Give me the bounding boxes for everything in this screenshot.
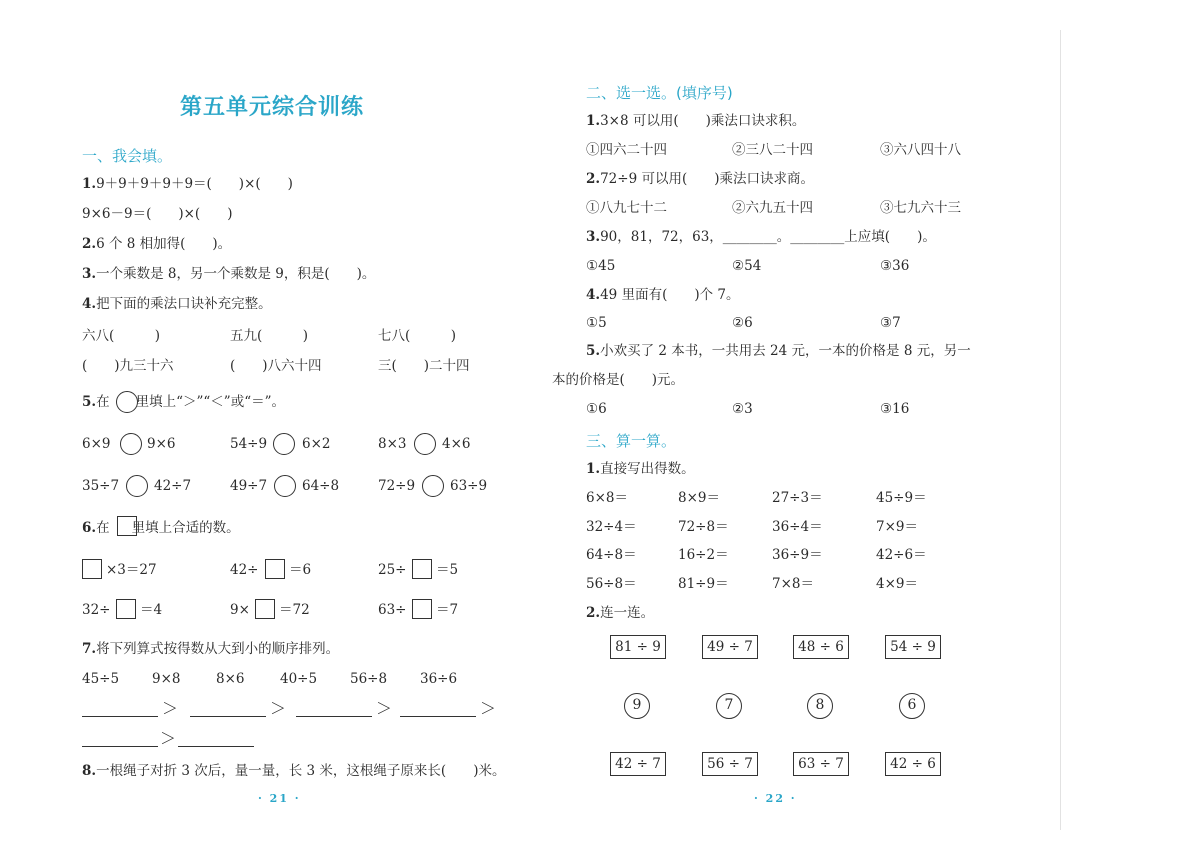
match-top-box[interactable]: 54 ÷ 9 [885,635,941,659]
calc-item: 56÷8＝ [586,576,637,592]
option: ③7 [880,315,901,331]
calc-question-2: 2.连一连。 [586,605,655,621]
choice-question-4: 4.49 里面有( )个 7。 [586,287,740,303]
q7-expr: 36÷6 [420,671,458,687]
choice-question-5-cont: 本的价格是( )元。 [552,372,685,388]
calc-item: 4×9＝ [876,576,918,592]
compare-right: 64÷8 [302,478,340,494]
question-8: 8.一根绳子对折 3 次后，量一量，长 3 米，这根绳子原来长( )米。 [82,763,506,779]
choice-question-3: 3.90，81，72，63，________。________上应填( )。 [586,229,936,245]
page-number: · 22 · [754,792,797,805]
calc-item: 72÷8＝ [678,519,729,535]
equation-left: 25÷ [378,562,407,578]
fill-box[interactable] [265,559,285,579]
match-top-box[interactable]: 81 ÷ 9 [610,635,666,659]
match-bottom-box[interactable]: 42 ÷ 6 [885,752,941,776]
question-1: 1.9＋9＋9＋9＋9＝( )×( ) [82,176,293,192]
q4-item: 三( )二十四 [378,358,470,374]
question-6: 6.在 里填上合适的数。 [82,520,240,536]
option: ②六九五十四 [732,200,813,216]
option: ③16 [880,401,910,417]
answer-blank[interactable] [82,746,158,747]
equation-left: 9× [230,602,250,618]
equation-right: ×3＝27 [106,562,157,578]
match-circle[interactable]: 9 [624,693,650,719]
match-top-box[interactable]: 48 ÷ 6 [793,635,849,659]
option: ①5 [586,315,607,331]
equation-left: 32÷ [82,602,111,618]
fill-box[interactable] [255,599,275,619]
greater-sign: ＞ [160,729,177,748]
match-bottom-box[interactable]: 56 ÷ 7 [702,752,758,776]
answer-blank[interactable] [296,716,372,717]
q4-item: 七八( ) [378,328,457,344]
section-3-heading: 三、算一算。 [586,432,677,450]
q7-expr: 56÷8 [350,671,388,687]
equation-right: ＝72 [279,602,310,618]
compare-right: 4×6 [442,436,471,452]
compare-left: 72÷9 [378,478,416,494]
calc-question-1: 1.直接写出得数。 [586,461,695,477]
option: ③36 [880,258,910,274]
q7-expr: 9×8 [152,671,181,687]
compare-circle[interactable] [126,475,148,497]
question-2: 2.6 个 8 相加得( )。 [82,236,232,252]
calc-item: 64÷8＝ [586,547,637,563]
question-4: 4.把下面的乘法口诀补充完整。 [82,296,272,312]
left-page [0,0,560,848]
equation-right: ＝6 [289,562,312,578]
match-top-box[interactable]: 49 ÷ 7 [702,635,758,659]
compare-right: 63÷9 [450,478,488,494]
calc-item: 16÷2＝ [678,547,729,563]
compare-circle[interactable] [274,475,296,497]
page-number: · 21 · [258,792,301,805]
match-circle[interactable]: 7 [716,693,742,719]
calc-item: 81÷9＝ [678,576,729,592]
fill-box[interactable] [116,599,136,619]
q4-item: 六八( ) [82,328,161,344]
compare-circle[interactable] [422,475,444,497]
q4-item: ( )九三十六 [82,358,174,374]
option: ①45 [586,258,616,274]
calc-item: 7×9＝ [876,519,918,535]
equation-right: ＝5 [436,562,459,578]
q7-expr: 8×6 [216,671,245,687]
calc-item: 42÷6＝ [876,547,927,563]
choice-question-2: 2.72÷9 可以用( )乘法口诀求商。 [586,171,814,187]
compare-left: 54÷9 [230,436,268,452]
equation-right: ＝4 [140,602,163,618]
question-5: 5.在 里填上“＞”“＜”或“＝”。 [82,394,286,410]
section-2-heading: 二、选一选。(填序号) [586,84,733,102]
option: ①八九七十二 [586,200,667,216]
calc-item: 36÷4＝ [772,519,823,535]
compare-left: 6×9 [82,436,111,452]
match-bottom-box[interactable]: 42 ÷ 7 [610,752,666,776]
compare-right: 6×2 [302,436,331,452]
answer-blank[interactable] [400,716,476,717]
fill-box[interactable] [82,559,102,579]
q7-expr: 40÷5 [280,671,318,687]
option: ①6 [586,401,607,417]
fill-box[interactable] [412,559,432,579]
q4-item: ( )八六十四 [230,358,322,374]
compare-circle[interactable] [120,433,142,455]
question-1b: 9×6－9＝( )×( ) [82,206,233,222]
section-1-heading: 一、我会填。 [82,147,173,165]
choice-question-5: 5.小欢买了 2 本书，一共用去 24 元，一本的价格是 8 元，另一 [586,343,971,359]
answer-blank[interactable] [178,746,254,747]
greater-sign: ＞ [480,699,497,718]
option: ②3 [732,401,753,417]
fill-box [117,516,137,536]
calc-item: 8×9＝ [678,490,720,506]
option: ②6 [732,315,753,331]
calc-item: 27÷3＝ [772,490,823,506]
equation-left: 42÷ [230,562,259,578]
calc-item: 32÷4＝ [586,519,637,535]
page-edge-divider [1060,30,1061,830]
compare-left: 49÷7 [230,478,268,494]
compare-circle [116,391,138,413]
greater-sign: ＞ [270,699,287,718]
calc-item: 45÷9＝ [876,490,927,506]
calc-item: 7×8＝ [772,576,814,592]
equation-left: 63÷ [378,602,407,618]
calc-item: 36÷9＝ [772,547,823,563]
right-page [552,0,1060,848]
fill-box[interactable] [412,599,432,619]
match-circle[interactable]: 6 [899,693,925,719]
compare-circle[interactable] [414,433,436,455]
question-7: 7.将下列算式按得数从大到小的顺序排列。 [82,641,340,657]
option: ③七九六十三 [880,200,961,216]
compare-right: 9×6 [147,436,176,452]
greater-sign: ＞ [162,699,179,718]
option: ③六八四十八 [880,142,961,158]
option: ②54 [732,258,762,274]
compare-circle[interactable] [273,433,295,455]
answer-blank[interactable] [82,716,158,717]
compare-right: 42÷7 [154,478,192,494]
greater-sign: ＞ [376,699,393,718]
equation-right: ＝7 [436,602,459,618]
question-3: 3.一个乘数是 8，另一个乘数是 9，积是( )。 [82,266,376,282]
option: ①四六二十四 [586,142,667,158]
option: ②三八二十四 [732,142,813,158]
answer-blank[interactable] [190,716,266,717]
match-bottom-box[interactable]: 63 ÷ 7 [793,752,849,776]
compare-left: 35÷7 [82,478,120,494]
compare-left: 8×3 [378,436,407,452]
match-circle[interactable]: 8 [807,693,833,719]
q4-item: 五九( ) [230,328,309,344]
page-title: 第五单元综合训练 [180,95,365,120]
q7-expr: 45÷5 [82,671,120,687]
choice-question-1: 1.3×8 可以用( )乘法口诀求积。 [586,113,806,129]
calc-item: 6×8＝ [586,490,628,506]
